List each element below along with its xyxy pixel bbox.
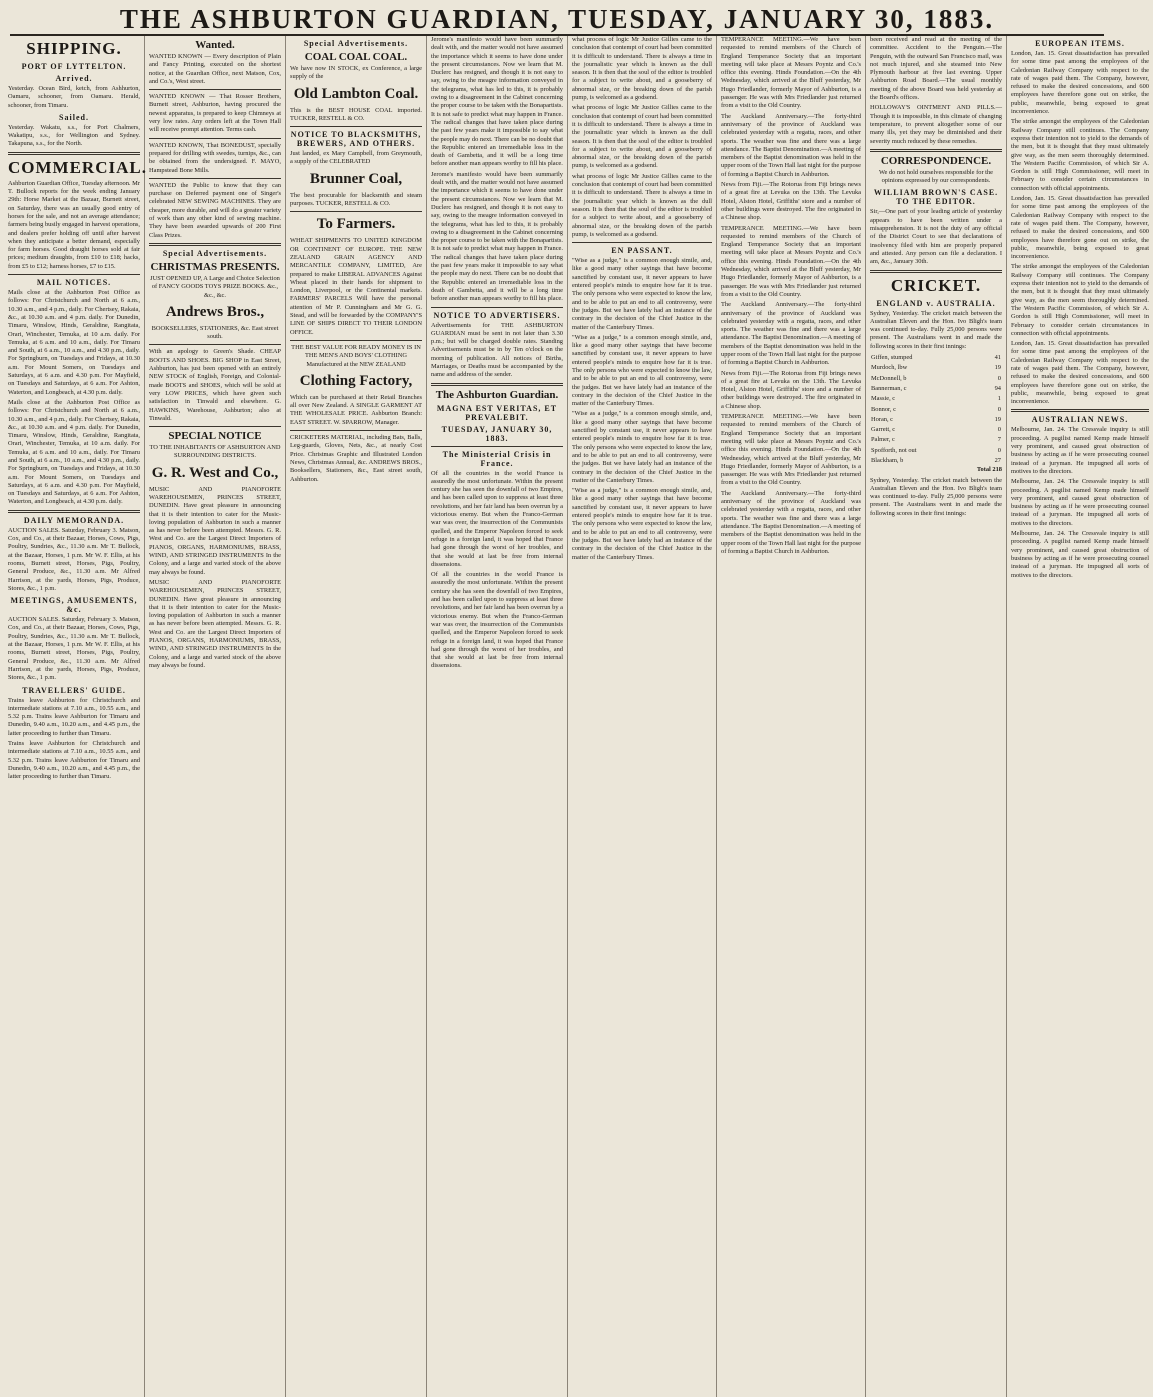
column-4 xyxy=(427,36,568,1397)
divider xyxy=(8,152,140,155)
andrews-heading: Andrews Bros., xyxy=(165,303,265,320)
arrived-heading: Arrived. xyxy=(55,74,93,83)
local-news-2: The Auckland Anniversary.—The forty-third anniversary of the province of Auckland was celebrated yesterday with a regatta, races, and other sports. The weather was fine and there was a large attendance. The Baptist Denomination.—A meeting of members of the Baptist denomination was held in the upper room of the Town Hall last night for the purpose of forming a Baptist Church in Ashburton. xyxy=(721,112,862,178)
local-news-1c: TEMPERANCE MEETING.—We have been requested to remind members of the Church of England Temperance Society that an important meeting will take place at Messrs Poyntz and Co.'s office this evening. Hinds Foundation.—On the 4th Wednesday, which arrived at the Bluff yesterday, Mr Hugo Friedlander, formerly Mayor of Ashburton, is a passenger. He was with Mrs Friedlander just returned from a visit to the Old Country. xyxy=(721,413,861,487)
brunner-pre: Just landed, ex Mary Campbell, from Greymouth, a supply of the CELEBRATED xyxy=(290,150,422,166)
correspondence-note: We do not hold ourselves responsible for the opinions expressed by our correspondents. xyxy=(879,168,993,185)
crisis-heading: The Ministerial Crisis in France. xyxy=(442,449,552,468)
local-news-2b: The Auckland Anniversary.—The forty-third anniversary of the province of Auckland was celebrated yesterday with a regatta, races, and other sports. The weather was fine and there was a large attendance. The Baptist Denomination.—A meeting of members of the Baptist denomination was held in the upper room of the Town Hall last night for the purpose of forming a Baptist Church in Ashburton. xyxy=(721,301,862,367)
divider xyxy=(870,270,1002,273)
divider xyxy=(149,243,281,246)
editorial-text-1: Jerome's manifesto would have been summarily dealt with, and the matter would not have assumed the importance which it seems to have done under the present circumstances. Now we learn that M. Duclerc has resigned, and though it is not easy to say, owing to the meagre information conveyed in the telegrams, what has led to this, it is probably owing to a disagreement in the Cabinet concerning the proper course to be taken with the Bonapartists. It is not safe to predict what may happen in France. The radical changes that have taken place during the past few years make it impossible to say what the people may do next. There can be no doubt that the Republic entered an irremediable loss in the death of Gambetta, and it will be a long time before another man appears worthy to fill his place. xyxy=(431,36,563,168)
west-text: MUSIC AND PIANOFORTE WAREHOUSEMEN, PRINCES STREET, DUNEDIN. Have great pleasure in announcing that it is their intention to cater for the Music-loving population of Ashburton in such a manner as has never before been attempted. Messrs. G. R. West and Co. are the Largest Direct Importers of PIANOS, ORGANS, HARMONIUMS, BRASS, WIND, AND STRINGED INSTRUMENTS In the Colony, and a large and varied stock of the above may always be found. xyxy=(149,485,281,576)
column-6 xyxy=(717,36,866,1397)
article-text-1b: what process of logic Mr Justice Gillies came to the conclusion that contempt of court had been committed it is difficult to understand. There is always a time in the journalistic year which is known as the dull season. It is then that the soul of the editor is troubled for a subject to write about, and a gooseberry of abnormal size, or the breaking down of the parish pump, is welcomed as a godsend. xyxy=(572,104,712,170)
local-news-1: TEMPERANCE MEETING.—We have been requested to remind members of the Church of England Temperance Society that an important meeting will take place at Messrs Poyntz and Co.'s office this evening. Hinds Foundation.—On the 4th Wednesday, which arrived at the Bluff yesterday, Mr Hugo Friedlander, formerly Mayor of Ashburton, is a passenger. He was with Mrs Friedlander just returned from a visit to the Old Country. xyxy=(721,36,861,110)
issue-date: TUESDAY, JANUARY 30, 1883. xyxy=(441,424,553,443)
travel-heading: TRAVELLERS' GUIDE. xyxy=(22,685,126,695)
sailed-text: Yesterday. Wakatu, s.s., for Port Chalmers, Wakatipu, s.s., for Wellington and Sydney. Takapuna, s.s., for the North. xyxy=(8,123,140,148)
correspondence-heading: CORRESPONDENCE. xyxy=(880,154,992,167)
notice-advertisers-text: Advertisements for THE ASHBURTON GUARDIAN must be sent in not later than 3.30 p.m.; but will be charged double rates. Standing Advertisements must be in by Ten o'clock on the morning of publication. All notices of Births, Marriages, or Deaths must be accompanied by the name and address of the sender. xyxy=(431,321,563,379)
brunner-text: The best procurable for blacksmith and steam purposes. TUCKER, RESTELL & CO. xyxy=(290,191,422,208)
score-row xyxy=(870,384,1002,394)
guardian-motto: MAGNA EST VERITAS, ET PREVALEBIT. xyxy=(436,403,558,422)
divider xyxy=(431,383,563,386)
batsman-runs: 0 xyxy=(997,446,1001,454)
score-row xyxy=(870,363,1002,373)
cricket-total: Total 218 xyxy=(976,466,1002,474)
mail-text: Mails close at the Ashburton Post Office as follows: For Christchurch and North at 6 a.m., 10.30 a.m., and 4 p.m., daily. For Chertsey, Rakaia, &c., at 10.30 a.m. and 4 p.m. daily. For Dunedin, Timaru, Winslow, Hinds, Geraldine, Rangitata, Orari, Winchester, Temuka, at 10 a.m. daily. For Temuka, at 6 a.m. and 10 a.m., daily. For Timaru and South, at 6 a.m., 10 a.m., and 4.30 p.m., daily. For Springburn, on Tuesdays and Fridays, at 10.30 a.m. For Mount Somers, on Tuesdays and Saturdays, at 6 a.m. and 4.30 p.m. For Mayfield, on Tuesdays and Saturdays, at 6 a.m. For Ashton, Waterton, and Longbeach, at 4.30 p.m. daily. xyxy=(8,289,140,396)
column-7 xyxy=(866,36,1007,1397)
divider xyxy=(290,126,422,127)
andrews-text: BOOKSELLERS, STATIONERS, &c. East street south. xyxy=(151,324,279,341)
passant-text-d: "Wise as a judge," is a common enough simile, and, like a good many other sayings that have become sanctified by constant use, it never appears to have entered people's minds to enquire how far it is true. The only persons who were expected to know the law, and to be able to put an end to all controversy, were the judges. But we have lately had an instance of the contrary in the decision of the Chief Justice in the matter of the Canterbury Times. xyxy=(572,487,712,561)
blacksmiths-heading: NOTICE TO BLACKSMITHS, BREWERS, AND OTHERS. xyxy=(290,130,422,149)
christmas-heading: CHRISTMAS PRESENTS. xyxy=(150,260,280,273)
batsman-runs: 1 xyxy=(997,395,1001,403)
mail-heading: MAIL NOTICES. xyxy=(36,278,112,288)
batsman-runs: 94 xyxy=(994,384,1001,392)
column-5 xyxy=(568,36,717,1397)
clothing-pre: THE BEST VALUE FOR READY MONEY IS IN THE MEN'S AND BOYS' CLOTHING Manufactured at the NEW ZEALAND xyxy=(291,343,421,368)
batsman-name: Giffen, stumped xyxy=(871,354,913,362)
guardian-heading: The Ashburton Guardian. xyxy=(435,388,559,401)
commercial-text: Ashburton Guardian Office, Tuesday afternoon. Mr T. Bullock reports for the week ending January 29th: Horse Market at the Bazaar, Burnett street, on Saturday, there was an usually good entry of horses for the sale, and not an average attendance; farmers being busily engaged in harvest operations, and dealers prefer holding off until after harvest when they anticipate a better demand, especially for farm horses. Good draught horses sold at fair prices; medium draughts, from £10 to £18; hacks, from £5 to £12; harness horses, £7 to £15. xyxy=(8,179,140,270)
farmers-text: WHEAT SHIPMENTS TO UNITED KINGDOM OR CONTINENT OF EUROPE. THE NEW ZEALAND GRAIN AGENCY AND MERCANTILE COMPANY, LIMITED, Are prepared to make LIBERAL ADVANCES Against Wheat placed in their hands for shipment to London, Liverpool, or the Continental markets. FARMERS' PARCELS Will have the personal attention of Mr P. Cunningham and Mr G. G. Stead, and will be forwarded by the COMPANY'S LINE OF SHIPS DIRECT TO THEIR LONDON OFFICE. xyxy=(290,237,422,336)
special-heading: Special Advertisements. xyxy=(162,248,268,258)
editorial-text-2b: Of all the countries in the world France is assuredly the most unfortunate. Within the present century she has seen the downfall of two Empires, and has been called upon to suppress at least three revolutions, and her fair land has been overrun by a victorious enemy. But when the Franco-German war was over, the insurrection of the Communists quelled, and the Emperor Napoleon forced to seek refuge in a foreign land, it was hoped that France had gone through the worst of her troubles, and that she would at last be free from internal dissensions. xyxy=(431,571,563,670)
brown-case-heading: WILLIAM BROWN'S CASE. TO THE EDITOR. xyxy=(873,188,999,207)
batsman-name: Bannerman, c xyxy=(871,384,907,392)
score-row xyxy=(870,435,1002,445)
article-text-1c: what process of logic Mr Justice Gillies came to the conclusion that contempt of court had been committed it is difficult to understand. There is always a time in the journalistic year which is known as the dull season. It is then that the soul of the editor is troubled for a subject to write about, and a gooseberry of abnormal size, or the breaking down of the parish pump, is welcomed as a godsend. xyxy=(572,172,712,238)
commercial-heading: COMMERCIAL. xyxy=(8,157,147,177)
batsman-runs: 0 xyxy=(997,374,1001,382)
australian-text: Melbourne, Jan. 24. The Cressvale inquiry is still proceeding. A pugilist named Kemp made himself very prominent, and caused great obstruction of business by acting as if he were prosecuting counsel instead of a juryman. He impugned all sorts of motives to the directors. xyxy=(1011,426,1149,475)
coal-text: We have now IN STOCK, ex Conference, a large supply of the xyxy=(290,65,422,81)
divider xyxy=(870,149,1002,152)
notice-heading: SPECIAL NOTICE xyxy=(168,430,262,443)
memo-text-2: AUCTION SALES. Saturday, February 3. Matson, Cox, and Co., at their Bazaar, Horses, Cows, Pigs, Poultry, Sundries, &c., 11.30 a.m. Mr T. Bullock, at the Bazaar, Horses, 1 p.m. Mr W. F. Ellis, at his rooms, Burnett street, Horses, Pigs, Poultry, General Produce, &c., 11.30 a.m. Mr Alfred Harrison, at the yards, Horses, Pigs, Produce, Stores, &c., 1 p.m. xyxy=(8,616,140,682)
boots-ad: With an apology to Green's Shade. CHEAP BOOTS AND SHOES. BIG SHOP in East Street, Ashburton, has just been opened with an entirely NEW STOCK of English, Foreign, and Colonial-made BOOTS and SHOES, which will be sold at very LOW PRICES, which have given such satisfaction in Tinwald and elsewhere. G. HAWKINS, Warehouse, Ashburton; also at Tinwald. xyxy=(149,348,281,422)
batsman-runs: 19 xyxy=(994,415,1001,423)
european-text-1c: London, Jan. 15. Great dissatisfaction has prevailed for some time past among the employees of the Caledonian Railway Company with respect to the rate of wages paid them. The Company, however, refused to make the desired concessions, and 600 employees have therefore gone out on strike, the public, meanwhile, being exposed to great inconvenience. xyxy=(1011,340,1149,406)
batsman-name: Palmer, c xyxy=(871,436,895,444)
clothing-text: Which can be purchased at their Retail Branches all over New Zealand. A SINGLE GARMENT AT THE WHOLESALE PRICE. Ashburton Branch: EAST STREET. W. SPARROW, Manager. xyxy=(290,393,422,426)
notice-text: TO THE INHABITANTS OF ASHBURTON AND SURROUNDING DISTRICTS. xyxy=(149,444,281,460)
editorial-text-1b: Jerome's manifesto would have been summarily dealt with, and the matter would not have assumed the importance which it seems to have done under the present circumstances. Now we learn that M. Duclerc has resigned, and though it is not easy to say, owing to the meagre information conveyed in the telegrams, what has led to this, it is probably owing to a disagreement in the Cabinet concerning the proper course to be taken with the Bonapartists. It is not safe to predict what may happen in France. The radical changes that have taken place during the past few years make it impossible to say what the people may do next. There can be no doubt that the Republic entered an irremediable loss in the death of Gambetta, and it will be a long time before another man appears worthy to fill his place. xyxy=(431,170,563,303)
wanted-ad-1: WANTED KNOWN — Every description of Plain and Fancy Printing, executed on the shortest notice, at the Guardian Office, next Matson, Cox, and Co.'s, West street. xyxy=(149,53,281,85)
european-text-1b: London, Jan. 15. Great dissatisfaction has prevailed for some time past among the employees of the Caledonian Railway Company with respect to the rate of wages paid them. The Company, however, refused to make the desired concessions, and 600 employees have therefore gone out on strike, the public, meanwhile, being exposed to great inconvenience. xyxy=(1011,195,1149,261)
lambton-heading: Old Lambton Coal. xyxy=(293,85,419,102)
divider xyxy=(149,89,281,90)
batsman-runs: 27 xyxy=(994,456,1001,464)
column-2 xyxy=(145,36,286,1397)
divider xyxy=(290,430,422,431)
divider xyxy=(1011,409,1149,412)
divider xyxy=(149,138,281,139)
columns xyxy=(4,36,1149,1397)
score-row xyxy=(870,446,1002,456)
notice-advertisers-heading: NOTICE TO ADVERTISERS. xyxy=(433,310,561,320)
score-row xyxy=(870,456,1002,466)
batsman-runs: 19 xyxy=(994,364,1001,372)
score-row xyxy=(870,425,1002,435)
divider xyxy=(290,340,422,341)
batsman-runs: 41 xyxy=(994,354,1001,362)
local-news-4: been received and read at the meeting of the committee. Accident to the Penguin.—The Penguin, with the outward San Francisco mail, was not much injured, and she steamed into New Plymouth harbour at five last evening. Upper Ashburton Road Board.—The usual monthly meeting of the above Board was held yesterday at the Board's offices. xyxy=(870,36,1002,102)
european-heading: EUROPEAN ITEMS. xyxy=(1035,39,1125,48)
arrived-text: Yesterday. Ocean Bird, ketch, from Ashhurton, Oamaru, schooner, from Oamaru. Herald, schooner, from Timaru. xyxy=(8,85,140,109)
cricket-text: Sydney, Yesterday. The cricket match between the Australian Eleven and the Hon. Ivo Bligh's team was continued to-day. Fully 25,000 persons were present. The Australians went in and made the following scores in their first innings: xyxy=(870,309,1002,350)
sailed-heading: Sailed. xyxy=(59,112,89,122)
column-8 xyxy=(1007,36,1153,1397)
score-row xyxy=(870,374,1002,384)
score-table xyxy=(870,353,1002,466)
passant-text-c: "Wise as a judge," is a common enough simile, and, like a good many other sayings that have become sanctified by constant use, it never appears to have entered people's minds to enquire how far it is true. The only persons who were expected to know the law, and to be able to put an end to all controversy, were the judges. But we have lately had an instance of the contrary in the decision of the Chief Justice in the matter of the Canterbury Times. xyxy=(572,410,712,484)
christmas-text: JUST OPENED UP, A Large and Choice Selection of FANCY GOODS TOYS PRIZE BOOKS. &c., &c., &c. xyxy=(150,274,280,299)
wanted-ad-2: WANTED KNOWN — That Rosser Brothers, Burnett street, Ashburton, having procured the newest apparatus, is prepared to keep Chimneys at very low rates. Any orders left at the Town Hall will receive prompt attention. Terms cash. xyxy=(149,93,281,134)
lambton-text: This is the BEST HOUSE COAL imported. TUCKER, RESTELL & CO. xyxy=(290,106,422,122)
divider xyxy=(149,426,281,427)
australian-text-b: Melbourne, Jan. 24. The Cressvale inquiry is still proceeding. A pugilist named Kemp made himself very prominent, and caused great obstruction of business by acting as if he were prosecuting counsel instead of a juryman. He impugned all sorts of motives to the directors. xyxy=(1011,478,1149,527)
coal-heading: COAL COAL COAL. xyxy=(304,51,408,63)
batsman-name: Blackham, b xyxy=(871,456,904,464)
wanted-ad-4: WANTED the Public to know that they can purchase on Deferred payment one of Singer's celebrated NEW SEWING MACHINES. They are cheaper, more durable, and will do a greater variety of work than any other kind of sewing machine. They have been awarded upwards of 200 First Class Prizes. xyxy=(149,181,281,239)
wanted-ad-3: WANTED KNOWN, That BONEDUST, specially prepared for drilling with swedes, turnips, &c., can be obtained from the undersigned. F. MAYO, Hampstead Bone Mills. xyxy=(149,141,281,174)
brown-case-text: Sir,—One part of your leading article of yesterday appears to have been written under a misapprehension. It is not the duty of any official of the District Court to see that declarations of insolvency filed with him are properly prepared and attested. Any person can file a declaration. I am, &c., January 30th. xyxy=(870,208,1002,266)
divider xyxy=(290,211,422,212)
divider xyxy=(8,274,140,275)
farmers-heading: To Farmers. xyxy=(316,216,396,233)
european-text-2b: The strike amongst the employees of the Caledonian Railway Company still continues. The Company express their intention not to yield to the demands of the men, but it is thought that they must ultimately give way, as the men seem thoroughly determined. The Western Pacific Commission, of which Sir A. Gordon is still High Commissioner, will meet in February to consider certain circumstances in connection with official appointments. xyxy=(1011,263,1149,337)
masthead xyxy=(10,4,1104,36)
passant-text-b: "Wise as a judge," is a common enough simile, and, like a good many other sayings that have become sanctified by constant use, it never appears to have entered people's minds to enquire how far it is true. The only persons who were expected to know the law, and to be able to put an end to all controversy, were the judges. But we have lately had an instance of the contrary in the decision of the Chief Justice in the matter of the Canterbury Times. xyxy=(572,333,712,408)
batsman-runs: 0 xyxy=(997,405,1001,413)
batsman-name: Murdoch, lbw xyxy=(871,364,908,372)
column-1 xyxy=(4,36,145,1397)
holloway-ad: HOLLOWAY'S OINTMENT AND PILLS.—Though it is impossible, in this climate of changing temperature, to prevent altogether some of our many ills, yet they may be diminished and their severity much reduced by these remedies. xyxy=(870,104,1002,145)
batsman-name: Garrett, c xyxy=(871,426,896,434)
brunner-heading: Brunner Coal, xyxy=(309,170,403,187)
west-heading: G. R. West and Co., xyxy=(151,464,279,481)
score-row xyxy=(870,394,1002,404)
passant-text: "Wise as a judge," is a common enough simile, and, like a good many other sayings that have become sanctified by constant use, it never appears to have entered people's minds to enquire how far it is true. The only persons who were expected to know the law, and to be able to put an end to all controversy, were the judges. But we have lately had an instance of the contrary in the decision of the Chief Justice in the matter of the Canterbury Times. xyxy=(572,257,712,331)
batsman-runs: 0 xyxy=(997,426,1001,434)
australian-text-c: Melbourne, Jan. 24. The Cressvale inquiry is still proceeding. A pugilist named Kemp made himself very prominent, and caused great obstruction of business by acting as if he were prosecuting counsel instead of a juryman. He impugned all sorts of motives to the directors. xyxy=(1011,530,1149,579)
clothing-heading: Clothing Factory, xyxy=(299,372,413,389)
en-passant-heading: EN PASSANT. xyxy=(611,246,673,256)
cricketers-ad: CRICKETERS MATERIAL, including Bats, Balls, Leg-guards, Gloves, Nets, &c., at nearly Cost Price. Christmas Graphic and Illustrated London News, Christmas Annual, &c. ANDREWS BROS., Booksellers, Stationers, &c., East street south, Ashburton. xyxy=(290,434,422,483)
local-news-3b: News from Fiji.—The Rotorua from Fiji brings news of a great fire at Levuka on the 13th. The Levuka Hotel, Alston Hotel, Griffiths' store and a number of other buildings were destroyed. The fire originated in a Chinese shop. xyxy=(721,369,861,410)
batsman-runs: 7 xyxy=(997,436,1001,444)
cricket-heading: CRICKET. xyxy=(890,275,982,295)
column-3 xyxy=(286,36,427,1397)
cricket-subheading: ENGLAND v. AUSTRALIA. xyxy=(876,298,996,308)
divider xyxy=(149,344,281,345)
australian-heading: AUSTRALIAN NEWS. xyxy=(1031,415,1129,425)
travel-text-2: Trains leave Ashburton for Christchurch and intermediate stations at 7.10 a.m., 10.55 a.m., and 5.32 p.m. Trains leave Ashburton for Timaru and Dunedin, 9.40 a.m., 10.20 a.m., and 4.45 p.m., the latter proceeding to further than Timaru. xyxy=(8,740,140,781)
port-heading: PORT OF LYTTELTON. xyxy=(21,62,127,71)
local-news-3: News from Fiji.—The Rotorua from Fiji brings news of a great fire at Levuka on the 13th. The Levuka Hotel, Alston Hotel, Griffiths' store and a number of other buildings were destroyed. The fire originated in a Chinese shop. xyxy=(721,181,861,222)
divider xyxy=(8,510,140,513)
editorial-text-2: Of all the countries in the world France is assuredly the most unfortunate. Within the present century she has seen the downfall of two Empires, and has been called upon to suppress at least three revolutions, and her fair land has been overrun by a victorious enemy. But when the Franco-German war was over, the insurrection of the Communists quelled, and the Emperor Napoleon forced to seek refuge in a foreign land, it was hoped that France had gone through the worst of her troubles, and that she would at last be free from internal dissensions. xyxy=(431,469,563,568)
european-text-1: London, Jan. 15. Great dissatisfaction has prevailed for some time past among the employees of the Caledonian Railway Company with respect to the rate of wages paid them. The Company, however, refused to make the desired concessions, and 600 employees have therefore gone out on strike, the public, meanwhile, being exposed to great inconvenience. xyxy=(1011,50,1149,116)
travel-text: Trains leave Ashburton for Christchurch and intermediate stations at 7.10 a.m., 10.55 a.m., and 5.32 p.m. Trains leave Ashburton for Timaru and Dunedin, 9.40 a.m., 10.20 a.m., and 4.45 p.m., the latter proceeding to further than Timaru. xyxy=(8,696,140,737)
wanted-heading: Wanted. xyxy=(195,39,235,51)
divider xyxy=(431,307,563,308)
divider xyxy=(572,242,712,243)
shipping-heading: SHIPPING. xyxy=(26,39,122,58)
cricket-text-b: Sydney, Yesterday. The cricket match between the Australian Eleven and the Hon. Ivo Bligh's team was continued to-day. Fully 25,000 persons were present. The Australians went in and made the following scores in their first innings: xyxy=(870,476,1002,517)
article-text-1: what process of logic Mr Justice Gillies came to the conclusion that contempt of court had been committed it is difficult to understand. There is always a time in the journalistic year which is known as the dull season. It is then that the soul of the editor is troubled for a subject to write about, and a gooseberry of abnormal size, or the breaking down of the parish pump, is welcomed as a godsend. xyxy=(572,36,712,102)
batsman-name: Massie, c xyxy=(871,395,896,403)
batsman-name: McDonnell, b xyxy=(871,374,907,382)
score-row xyxy=(870,353,1002,363)
west-text-2: MUSIC AND PIANOFORTE WAREHOUSEMEN, PRINCES STREET, DUNEDIN. Have great pleasure in announcing that it is their intention to cater for the Music-loving population of Ashburton in such a manner as has never before been attempted. Messrs. G. R. West and Co. are the Largest Direct Importers of PIANOS, ORGANS, HARMONIUMS, BRASS, WIND, AND STRINGED INSTRUMENTS In the Colony, and a large and varied stock of the above may always be found. xyxy=(149,578,281,669)
memo-heading: DAILY MEMORANDA. xyxy=(23,515,125,525)
score-row xyxy=(870,405,1002,415)
mail-text-more: Mails close at the Ashburton Post Office as follows: For Christchurch and North at 6 a.m., 10.30 a.m., and 4 p.m., daily. For Chertsey, Rakaia, &c., at 10.30 a.m. and 4 p.m. daily. For Dunedin, Timaru, Winslow, Hinds, Geraldine, Rangitata, Orari, Winchester, Temuka, at 10 a.m. daily. For Temuka, at 6 a.m. and 10 a.m., daily. For Timaru and South, at 6 a.m., 10 a.m., and 4.30 p.m., daily. For Springburn, on Tuesdays and Fridays, at 10.30 a.m. For Mount Somers, on Tuesdays and Saturdays, at 6 a.m. and 4.30 p.m. For Mayfield, on Tuesdays and Saturdays, at 6 a.m. For Ashton, Waterton, and Longbeach, at 4.30 p.m. daily. xyxy=(8,398,140,506)
batsman-name: Horan, c xyxy=(871,415,894,423)
meetings-heading: MEETINGS, AMUSEMENTS, &c. xyxy=(10,596,138,615)
score-row xyxy=(870,415,1002,425)
batsman-name: Bonnor, c xyxy=(871,405,896,413)
divider xyxy=(431,446,563,447)
local-news-1b: TEMPERANCE MEETING.—We have been requested to remind members of the Church of England Temperance Society that an important meeting will take place at Messrs Poyntz and Co.'s office this evening. Hinds Foundation.—On the 4th Wednesday, which arrived at the Bluff yesterday, Mr Hugo Friedlander, formerly Mayor of Ashburton, is a passenger. He was with Mrs Friedlander just returned from a visit to the Old Country. xyxy=(721,224,861,298)
european-text-2: The strike amongst the employees of the Caledonian Railway Company still continues. The Company express their intention not to yield to the demands of the men, but it is thought that they must ultimately give way, as the men seem thoroughly determined. The Western Pacific Commission, of which Sir A. Gordon is still High Commissioner, will meet in February to consider certain circumstances in connection with official appointments. xyxy=(1011,118,1149,192)
batsman-name: Spofforth, not out xyxy=(871,446,917,454)
memo-text: AUCTION SALES. Saturday, February 3. Matson, Cox, and Co., at their Bazaar, Horses, Cows, Pigs, Poultry, Sundries, &c., 11.30 a.m. Mr T. Bullock, at the Bazaar, Horses, 1 p.m. Mr W. F. Ellis, at his rooms, Burnett street, Horses, Pigs, Poultry, General Produce, &c., 11.30 a.m. Mr Alfred Harrison, at the yards, Horses, Pigs, Produce, Stores, &c., 1 p.m. xyxy=(8,526,140,592)
special-heading-2: Special Advertisements. xyxy=(303,39,409,48)
divider xyxy=(149,178,281,179)
local-news-2c: The Auckland Anniversary.—The forty-third anniversary of the province of Auckland was celebrated yesterday with a regatta, races, and other sports. The weather was fine and there was a large attendance. The Baptist Denomination.—A meeting of members of the Baptist denomination was held in the upper room of the Town Hall last night for the purpose of forming a Baptist Church in Ashburton. xyxy=(721,489,862,555)
newspaper-title: THE ASHBURTON GUARDIAN, TUESDAY, JANUARY 30, 1883. xyxy=(119,3,995,34)
